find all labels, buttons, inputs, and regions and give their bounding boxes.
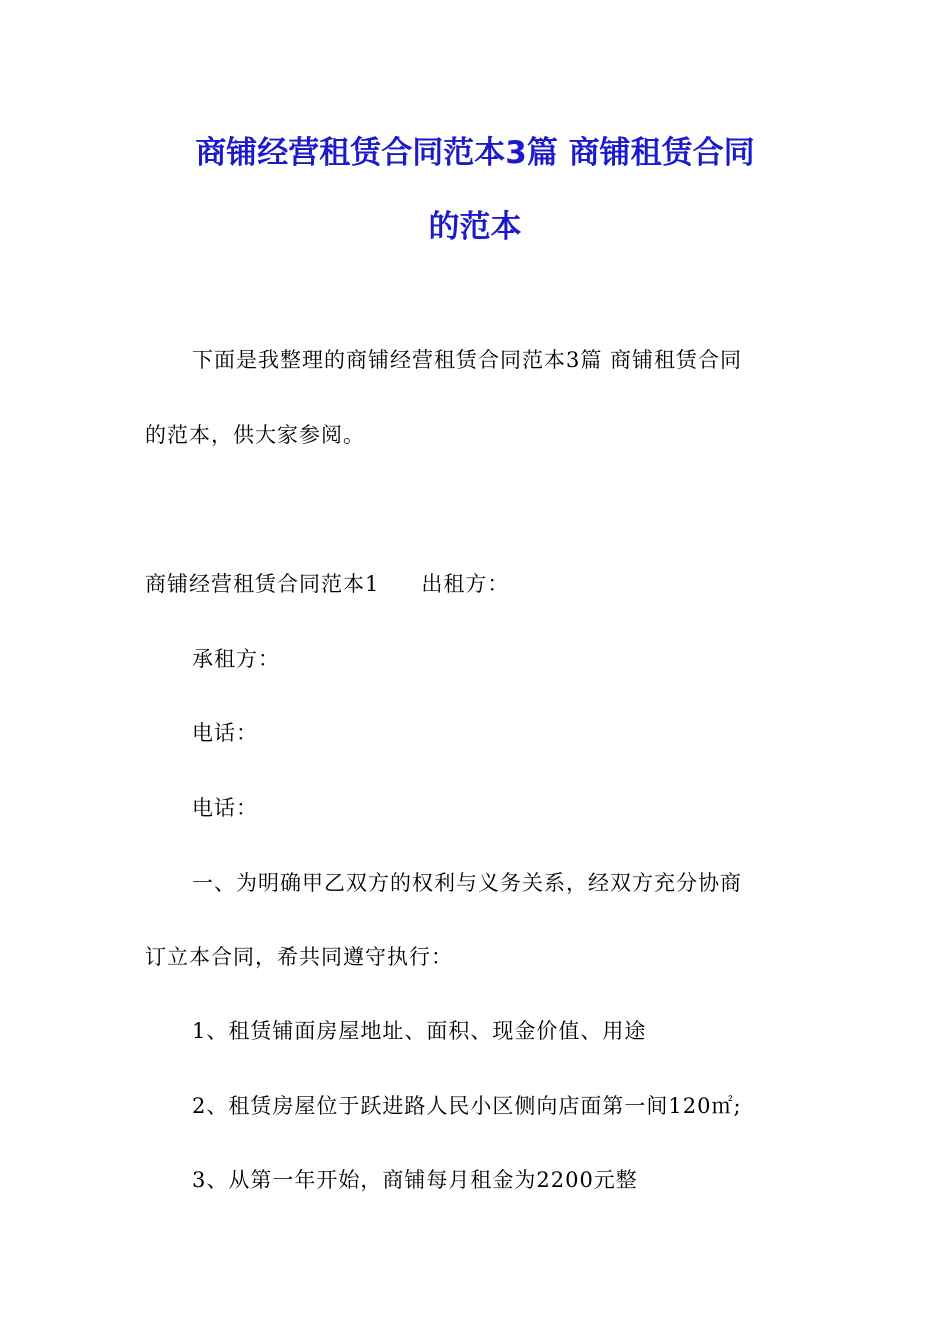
phone-label-1: 电话：: [192, 721, 258, 745]
document-title-line-1: 商铺经营租赁合同范本3篇 商铺租赁合同: [195, 135, 755, 171]
clause-one-line-1: 一、为明确甲乙双方的权利与义务关系，经双方充分协商: [192, 871, 742, 895]
lessor-label: 出租方：: [421, 572, 510, 596]
clause-one-line-2: 订立本合同，希共同遵守执行：: [145, 945, 453, 969]
section-heading-row: [145, 569, 509, 599]
section-heading: 商铺经营租赁合同范本1: [145, 572, 380, 596]
list-item-3: 3、从第一年开始，商铺每月租金为2200元整: [192, 1168, 638, 1192]
document-title-line-2: 的范本: [428, 209, 522, 245]
intro-paragraph-line-2: 的范本，供大家参阅。: [145, 423, 365, 447]
list-item-2: 2、租赁房屋位于跃进路人民小区侧向店面第一间120㎡;: [192, 1094, 742, 1118]
phone-label-2: 电话：: [192, 796, 258, 820]
intro-paragraph-line-1: 下面是我整理的商铺经营租赁合同范本3篇 商铺租赁合同: [192, 348, 743, 372]
list-item-1: 1、租赁铺面房屋地址、面积、现金价值、用途: [192, 1019, 647, 1043]
lessee-label: 承租方：: [192, 647, 280, 671]
